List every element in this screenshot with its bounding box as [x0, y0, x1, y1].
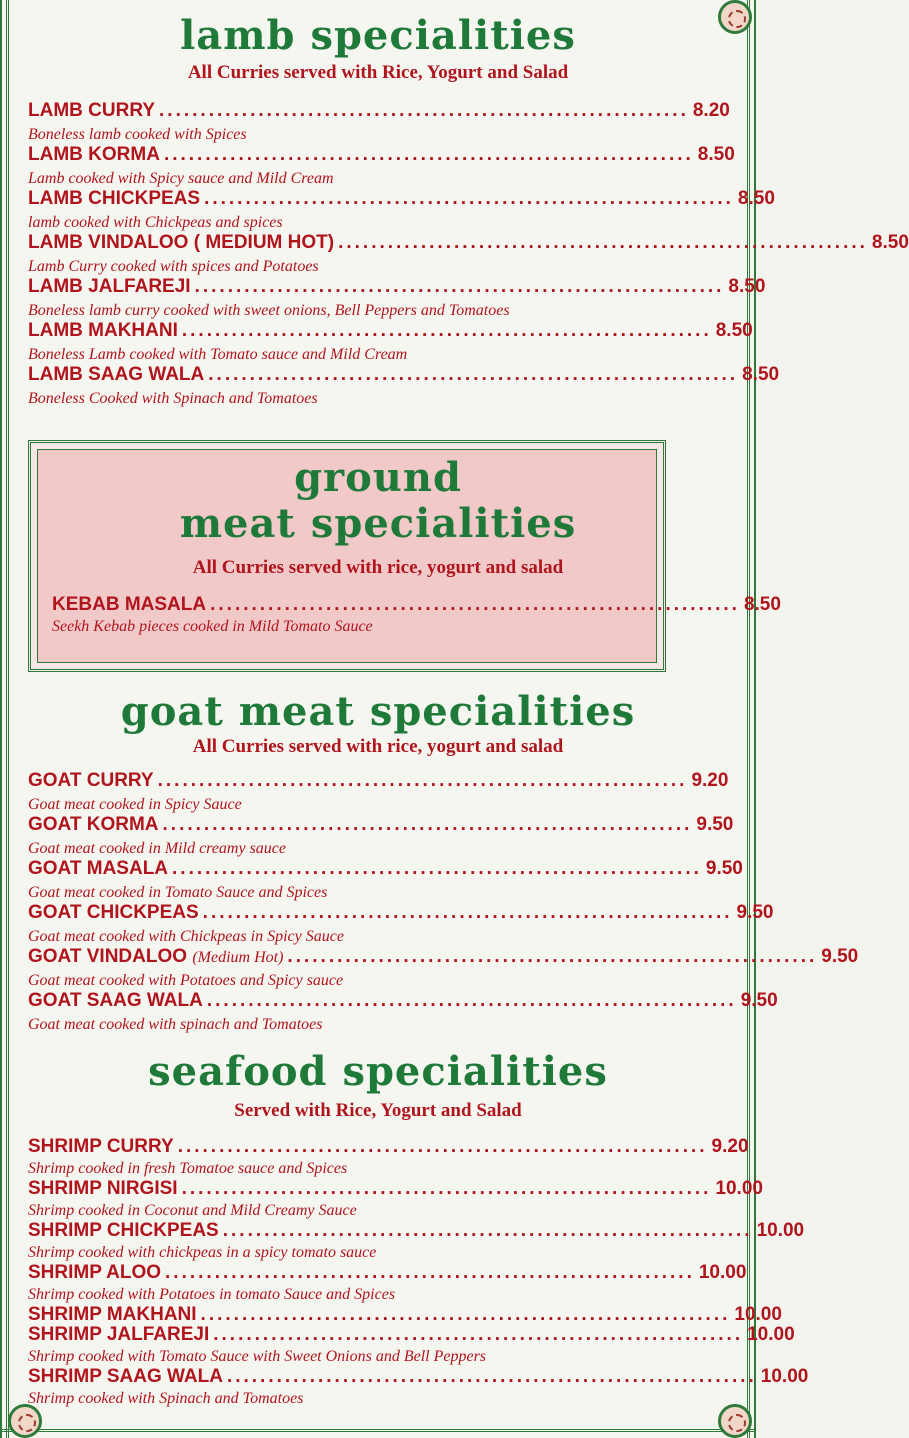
- corner-medallion-icon: [718, 1404, 752, 1438]
- ground-section-title-line2: meat specialities: [179, 500, 577, 547]
- item-description: Shrimp cooked with chickpeas in a spicy tomato sauce: [28, 1244, 377, 1261]
- item-description: lamb cooked with Chickpeas and spices: [28, 214, 283, 231]
- menu-item: GOAT MASALA ................................................................ 9.50: [28, 858, 743, 879]
- menu-item: LAMB MAKHANI ................................................................ 8.50: [28, 320, 753, 341]
- item-description: Goat meat cooked in Mild creamy sauce: [28, 840, 286, 857]
- menu-item: LAMB SAAG WALA ................................................................ 8.50: [28, 364, 780, 385]
- item-description: Boneless lamb cooked with Spices: [28, 126, 247, 143]
- menu-item: SHRIMP NIRGISI ................................................................ 10.00: [28, 1178, 763, 1199]
- ground-section-subtitle: All Curries served with rice, yogurt and salad: [192, 557, 564, 578]
- item-description: Lamb cooked with Spicy sauce and Mild Cream: [28, 170, 334, 187]
- menu-item: GOAT CHICKPEAS ................................................................ 9.50: [28, 902, 774, 923]
- menu-item: LAMB CURRY ................................................................ 8.20: [28, 100, 730, 121]
- item-description: Goat meat cooked with Potatoes and Spicy sauce: [28, 972, 344, 989]
- spice-level-note: (Medium Hot): [192, 949, 284, 966]
- menu-item: SHRIMP CURRY ................................................................ 9.20: [28, 1136, 749, 1157]
- menu-item: LAMB KORMA ................................................................ 8.50: [28, 144, 735, 165]
- menu-item: SHRIMP JALFAREJI ................................................................ 10.00: [28, 1324, 795, 1345]
- menu-item: GOAT CURRY ................................................................ 9.20: [28, 770, 729, 791]
- item-description: Shrimp cooked with Spinach and Tomatoes: [28, 1390, 304, 1407]
- menu-item: GOAT SAAG WALA ................................................................ 9.50: [28, 990, 778, 1011]
- item-description: Shrimp cooked with Potatoes in tomato Sauce and Spices: [28, 1286, 396, 1303]
- menu-item: SHRIMP ALOO ................................................................ 10.00: [28, 1262, 747, 1283]
- item-description: Shrimp cooked in fresh Tomatoe sauce and Spices: [28, 1160, 348, 1177]
- item-description: Seekh Kebab pieces cooked in Mild Tomato Sauce: [52, 618, 373, 635]
- item-description: Lamb Curry cooked with spices and Potatoes: [28, 258, 319, 275]
- item-description: Goat meat cooked in Spicy Sauce: [28, 796, 242, 813]
- ground-section-title: ground: [294, 454, 462, 501]
- menu-item: SHRIMP SAAG WALA ................................................................ 10.00: [28, 1366, 809, 1387]
- item-description: Boneless lamb curry cooked with sweet onions, Bell Peppers and Tomatoes: [28, 302, 510, 319]
- item-description: Shrimp cooked in Coconut and Mild Creamy Sauce: [28, 1202, 357, 1219]
- item-description: Boneless Cooked with Spinach and Tomatoes: [28, 390, 318, 407]
- menu-item: LAMB VINDALOO ( MEDIUM HOT) ................................................................ 8.50: [28, 232, 909, 253]
- menu-item: GOAT KORMA ................................................................ 9.50: [28, 814, 734, 835]
- goat-section-subtitle: All Curries served with rice, yogurt and salad: [192, 736, 564, 757]
- menu-item: SHRIMP MAKHANI ................................................................ 10.00: [28, 1304, 782, 1325]
- item-description: Goat meat cooked in Tomato Sauce and Spices: [28, 884, 328, 901]
- seafood-section-title: seafood specialities: [148, 1048, 608, 1095]
- menu-item: GOAT VINDALOO (Medium Hot) ................................................................ 9.50: [28, 946, 859, 967]
- lamb-section-title: lamb specialities: [180, 12, 576, 59]
- item-description: Boneless Lamb cooked with Tomato sauce and Mild Cream: [28, 346, 408, 363]
- item-description: Shrimp cooked with Tomato Sauce with Sweet Onions and Bell Peppers: [28, 1348, 487, 1365]
- item-description: Goat meat cooked with spinach and Tomatoes: [28, 1016, 323, 1033]
- menu-item: LAMB JALFAREJI ................................................................ 8.50: [28, 276, 766, 297]
- seafood-section-subtitle: Served with Rice, Yogurt and Salad: [234, 1100, 522, 1121]
- lamb-section-subtitle: All Curries served with Rice, Yogurt and Salad: [187, 62, 569, 83]
- menu-item: SHRIMP CHICKPEAS ................................................................ 10.00: [28, 1220, 805, 1241]
- item-description: Goat meat cooked with Chickpeas in Spicy Sauce: [28, 928, 344, 945]
- bottom-border: [0, 1429, 756, 1438]
- goat-section-title: goat meat specialities: [120, 688, 636, 735]
- menu-item: LAMB CHICKPEAS ................................................................ 8.50: [28, 188, 775, 209]
- menu-item: KEBAB MASALA ................................................................ 8.50: [52, 594, 781, 615]
- corner-medallion-icon: [8, 1404, 42, 1438]
